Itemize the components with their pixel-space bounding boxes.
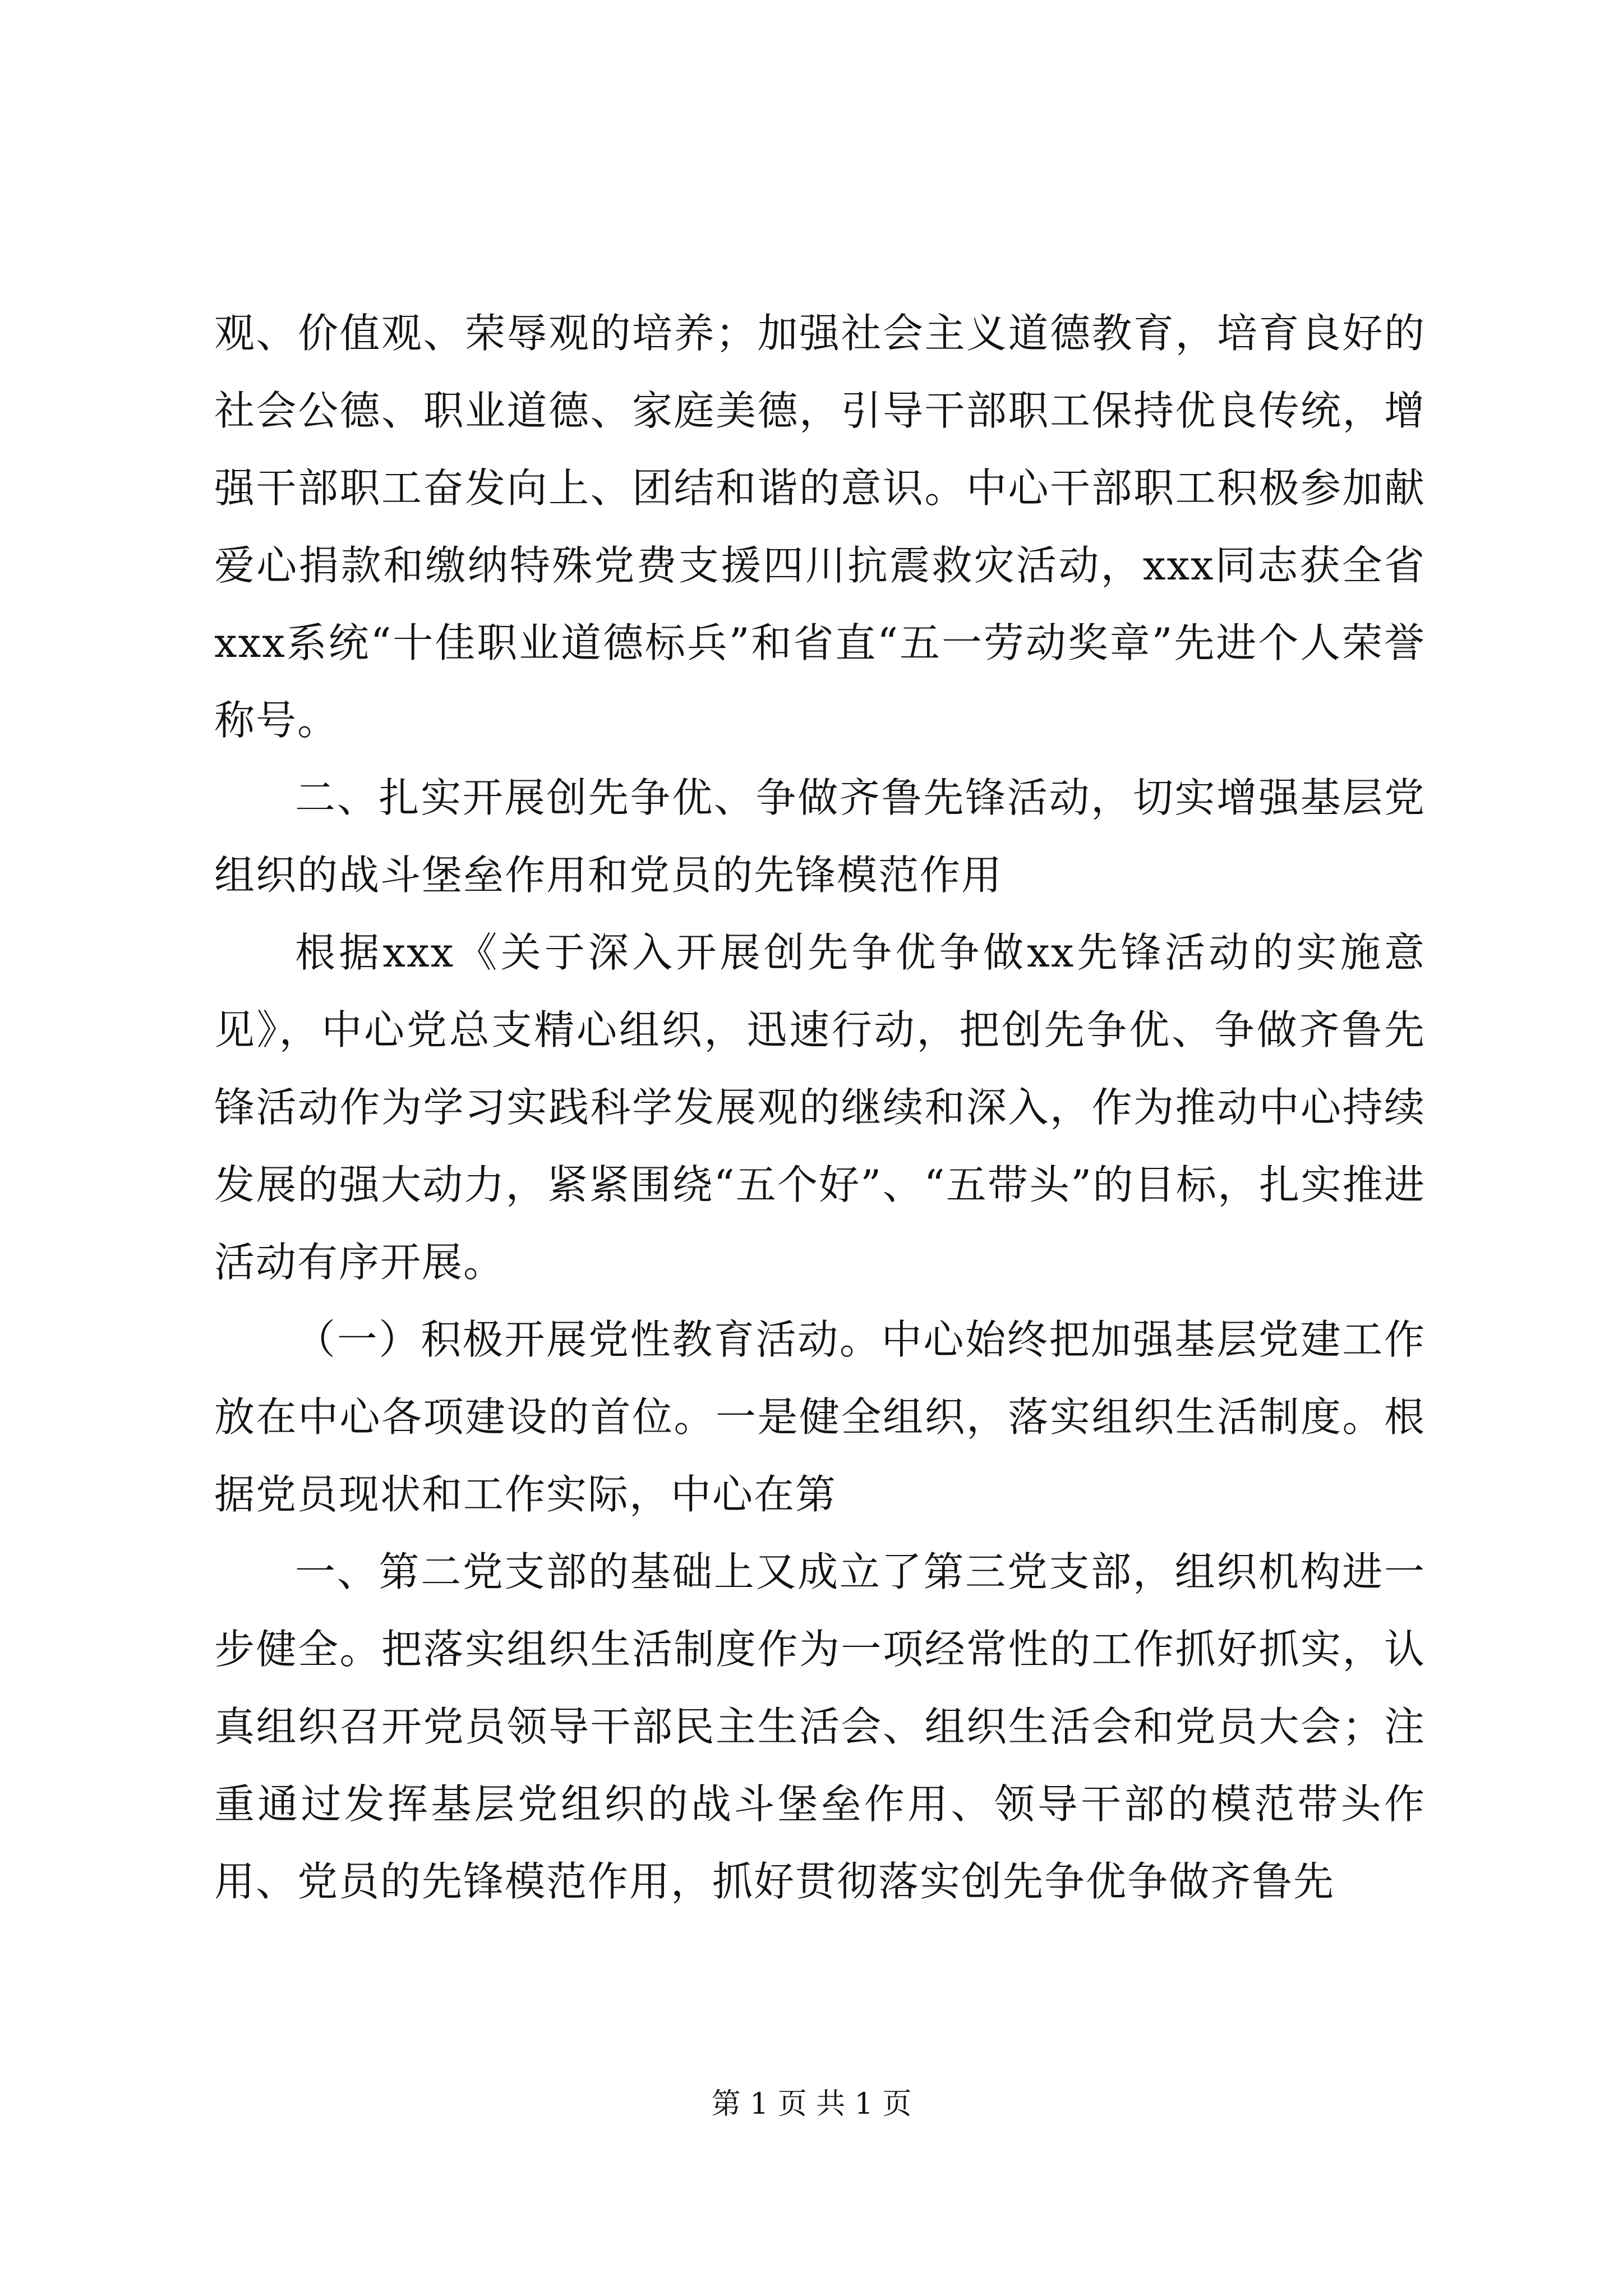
page-footer: 第 1 页 共 1 页	[711, 2087, 912, 2121]
paragraph-2-heading: 二、扎实开展创先争优、争做齐鲁先锋活动，切实增强基层党组织的战斗堡垒作用和党员的先锋模范作用	[214, 774, 1426, 899]
paragraph-4: （一）积极开展党性教育活动。中心始终把加强基层党建工作放在中心各项建设的首位。一是健全组织，落实组织生活制度。根据党员现状和工作实际，中心在第	[214, 1316, 1426, 1518]
paragraph-5: 一、第二党支部的基础上又成立了第三党支部，组织机构进一步健全。把落实组织生活制度作为一项经常性的工作抓好抓实，认真组织召开党员领导干部民主生活会、组织生活会和党员大会；注重通过发挥基层党组织的战斗堡垒作用、领导干部的模范带头作用、党员的先锋模范作用，抓好贯彻落实创先争优争做齐鲁先	[214, 1548, 1426, 1905]
document-body	[214, 295, 1426, 1920]
paragraph-1: 观、价值观、荣辱观的培养；加强社会主义道德教育，培育良好的社会公德、职业道德、家庭美德，引导干部职工保持优良传统，增强干部职工奋发向上、团结和谐的意识。中心干部职工积极参加献爱心捐款和缴纳特殊党费支援四川抗震救灾活动，xxx同志获全省xxx系统“十佳职业道德标兵”和省直“五一劳动奖章”先进个人荣誉称号。	[214, 310, 1426, 744]
paragraph-3: 根据xxx《关于深入开展创先争优争做xx先锋活动的实施意见》，中心党总支精心组织，迅速行动，把创先争优、争做齐鲁先锋活动作为学习实践科学发展观的继续和深入，作为推动中心持续发展的强大动力，紧紧围绕“五个好”、“五带头”的目标，扎实推进活动有序开展。	[214, 929, 1426, 1286]
